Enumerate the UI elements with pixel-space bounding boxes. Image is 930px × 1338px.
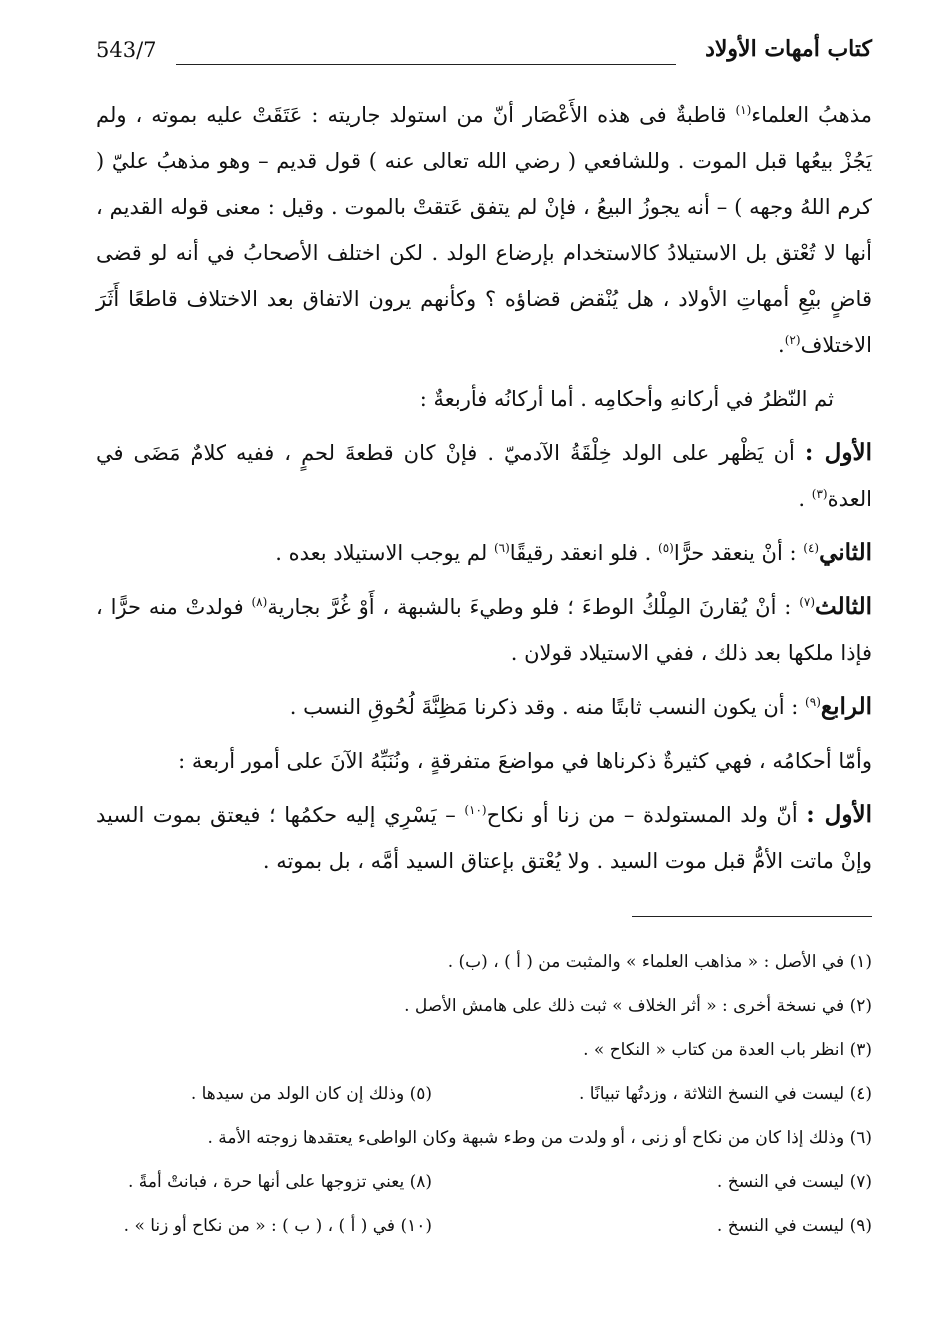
text-segment: مذهبُ العلماء	[751, 103, 872, 127]
text-segment: أنّ ولد المستولدة – من زنا أو نكاح	[486, 803, 807, 827]
footnote-ref-6[interactable]: (٦)	[493, 541, 510, 555]
paragraph-6	[96, 684, 872, 730]
section-label: الثاني	[819, 539, 872, 566]
main-text	[96, 92, 872, 884]
text-segment: قاطبةٌ فى هذه الأَعْصَار أنّ من استولد جاريته : عَتَقَتْ عليه بموته ، ولم يَجُزْ بيعُها قبل الموت . وللشافعي ( رضي الله تعالى عنه ) قول قديم – وهو مذهبُ عليّ ( كرم اللهُ وجهه ) – أنه يجوزُ البيعُ ، فإنْ لم يتفق عَتقتْ بالموت . وقيل : معنى قوله القديم ، أنها لا تُعْتق بل الاستيلادُ كالاستخدام بإرضاع الولد . لكن اختلف الأصحابُ في أنه لو قضى قاضٍ بيْعِ أمهاتِ الأولاد ، هل يُنْقض قضاؤه ؟ وكأنهم يرون الاتفاق بعد الاختلاف قاطعًا أَثَرَ الاختلاف	[96, 103, 872, 357]
footnote-row	[96, 1028, 872, 1072]
text-segment: .	[778, 333, 785, 357]
footnotes	[96, 940, 872, 1248]
paragraph-7: وأمّا أحكامُه ، فهي كثيرةٌ ذكرناها في مواضعَ متفرقةٍ ، ونُنَبِّهُ الآنَ على أمور أربعة :	[178, 749, 872, 773]
text-segment: – يَسْرِي إليه حكمُها ؛ فيعتق بموت السيد وإنْ ماتت الأمُّ قبل موت السيد . ولا يُعْتق بإعتاق السيد أمَّه ، بل بموته .	[96, 803, 872, 873]
paragraph-3	[96, 430, 872, 522]
section-label: الرابع	[820, 693, 872, 720]
footnote-row	[96, 1204, 872, 1248]
footnote-ref-7[interactable]: (٧)	[799, 595, 816, 609]
footnote-2: (٢) في نسخة أخرى : « أثر الخلاف » ثبت ذلك على هامش الأصل .	[404, 996, 872, 1016]
footnote-10: (١٠) في ( أ ) ، ( ب ) : « من نكاح أو زنا » .	[123, 1216, 432, 1236]
text-segment: فولدتْ منه حرًّا ، فإذا ملكها بعد ذلك ، ففي الاستيلاد قولان .	[96, 595, 872, 665]
section-label: الأول :	[806, 801, 873, 828]
footnote-4: (٤) ليست في النسخ الثلاثة ، وزدتُها تبيانًا .	[578, 1084, 872, 1104]
text-segment: . فلو انعقد رقيقًا	[509, 541, 659, 565]
footnote-ref-4[interactable]: (٤)	[803, 541, 820, 555]
section-label: الأول :	[804, 439, 873, 466]
footnote-ref-5[interactable]: (٥)	[658, 541, 674, 555]
footnote-separator	[632, 916, 872, 917]
footnote-ref-9[interactable]: (٩)	[805, 695, 821, 709]
section-label: الثالث	[815, 593, 872, 620]
paragraph-2: ثم النّظرُ في أركانهِ وأحكامِه . أما أركانُه فأربعةٌ :	[419, 387, 834, 411]
footnote-ref-1[interactable]: (١)	[735, 103, 752, 117]
footnote-ref-3[interactable]: (٣)	[811, 487, 828, 501]
text-segment: : أنْ ينعقد حرًّا	[673, 541, 804, 565]
footnote-row	[96, 940, 872, 984]
footnote-row	[96, 1116, 872, 1160]
footnote-row	[96, 1072, 872, 1116]
footnote-5: (٥) وذلك إن كان الولد من سيدها .	[190, 1084, 432, 1104]
footnote-6: (٦) وذلك إذا كان من نكاح أو زنى ، أو ولدت من وطء شبهة وكان الواطىء يعتقدها زوجته الأمة .	[207, 1128, 872, 1148]
paragraph-4	[96, 530, 872, 576]
footnote-7: (٧) ليست في النسخ .	[716, 1172, 872, 1192]
page-number: 543/7	[96, 38, 157, 62]
footnote-row	[96, 984, 872, 1028]
text-segment: أن يَظْهر على الولد خِلْقَةُ الآدميّ . فإنْ كان قطعةَ لحمٍ ، ففيه كلامٌ مَضَى في العدة	[96, 441, 872, 511]
text-segment: : أنْ يُقارنَ المِلْكُ الوطءَ ؛ فلو وطيءَ بالشبهة ، أَوْ غُرَّ بجارية	[267, 595, 800, 619]
footnote-8: (٨) يعني تزوجها على أنها حرة ، فبانتْ أمةً .	[127, 1172, 432, 1192]
paragraph-5	[96, 584, 872, 676]
header-rule	[176, 64, 676, 65]
running-header	[96, 34, 872, 74]
text-segment: .	[798, 487, 812, 511]
text-segment: لم يوجب الاستيلاد بعده .	[275, 541, 494, 565]
footnote-ref-10[interactable]: (١٠)	[464, 803, 487, 817]
paragraph-1	[96, 92, 872, 368]
paragraph-8	[96, 792, 872, 884]
footnote-row	[96, 1160, 872, 1204]
text-segment: : أن يكون النسب ثابتًا منه . وقد ذكرنا مَظِنَّةَ لُحُوقِ النسب .	[289, 695, 806, 719]
book-title: كتاب أمهات الأولاد	[705, 36, 872, 62]
footnote-9: (٩) ليست في النسخ .	[716, 1216, 872, 1236]
footnote-ref-2[interactable]: (٢)	[784, 333, 801, 347]
footnote-1: (١) في الأصل : « مذاهب العلماء » والمثبت من ( أ ) ، (ب) .	[447, 952, 872, 972]
footnote-3: (٣) انظر باب العدة من كتاب « النكاح » .	[583, 1040, 872, 1060]
footnote-ref-8[interactable]: (٨)	[251, 595, 268, 609]
